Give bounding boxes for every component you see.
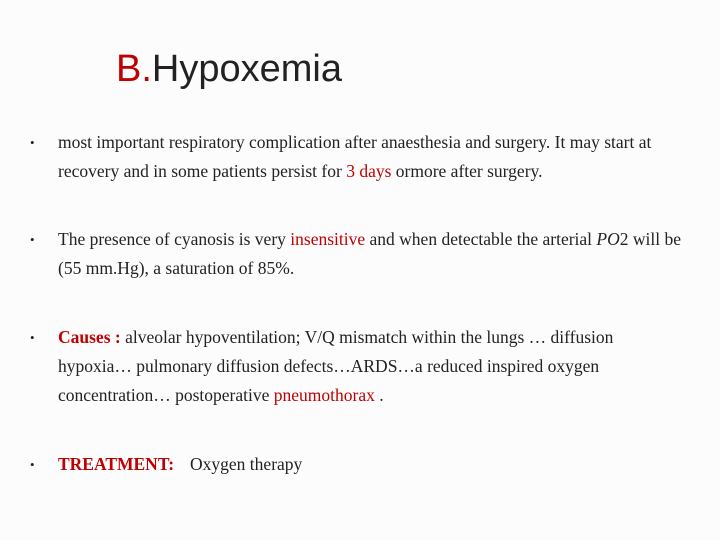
bullet-marker: •: [30, 457, 35, 472]
highlight-insensitive: insensitive: [290, 229, 366, 249]
highlight-pneumothorax: pneumothorax: [273, 385, 375, 405]
bullet-item-complication: [30, 128, 690, 186]
po2-term: PO: [596, 229, 620, 249]
bullet-text-part: The presence of cyanosis is very: [58, 229, 291, 249]
bullet-text: [58, 323, 690, 410]
bullet-marker: •: [30, 232, 35, 247]
treatment-text: Oxygen therapy: [190, 454, 303, 474]
bullet-item-causes: [30, 323, 690, 410]
bullet-text-part: .: [374, 385, 384, 405]
bullet-text-part: ormore after surgery.: [391, 161, 543, 181]
bullet-text-part: alveolar hypoventilation; V/Q mismatch within the lungs … diffusion hypoxia… pulmonary diffusion defects…ARDS…a reduced inspired oxygen concentration… postoperative: [58, 327, 614, 405]
slide-title: [116, 44, 342, 94]
bullet-text: [58, 225, 690, 283]
bullet-text-part: and when detectable the arterial: [365, 229, 597, 249]
bullet-marker: •: [30, 135, 35, 150]
highlight-duration: 3 days: [346, 161, 392, 181]
bullet-marker: •: [30, 330, 35, 345]
bullet-item-treatment: [30, 450, 690, 479]
bullet-item-cyanosis: [30, 225, 690, 283]
title-text: Hypoxemia: [151, 48, 342, 90]
bullet-text-part: 2 will be (55 mm.Hg), a saturation of 85%.: [58, 229, 681, 278]
bullet-text-part: most important respiratory complication after anaesthesia and surgery. It may start at recovery and in some patients persist for: [58, 132, 652, 181]
bullet-text: [58, 128, 690, 186]
treatment-label: TREATMENT:: [58, 454, 175, 474]
bullet-text: [58, 450, 690, 479]
causes-label: Causes :: [58, 327, 121, 347]
title-section-letter: B.: [116, 48, 152, 90]
